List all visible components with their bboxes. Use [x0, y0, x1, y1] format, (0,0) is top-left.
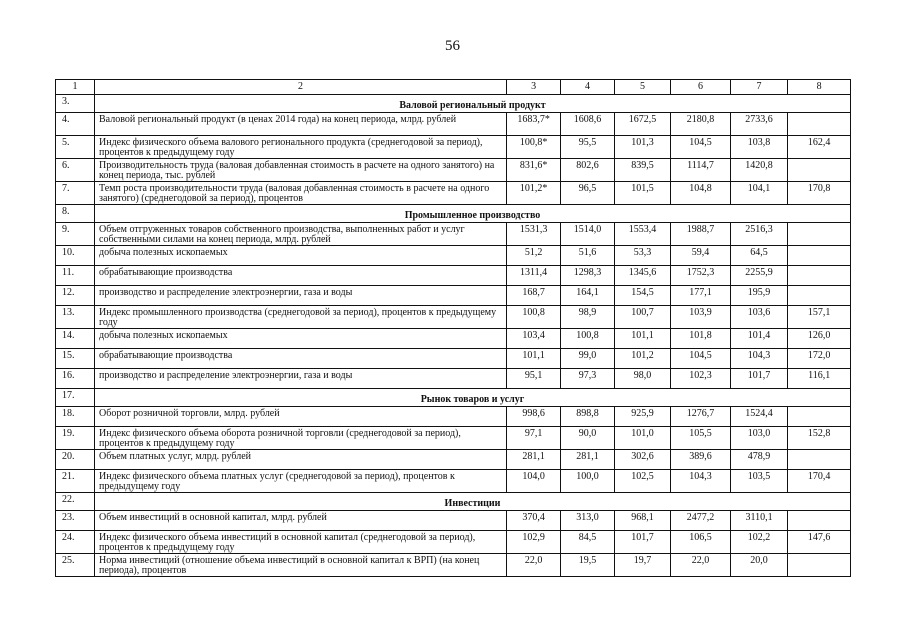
value-cell: 103,4 [506, 329, 560, 349]
value-cell: 1114,7 [671, 159, 731, 182]
value-cell: 84,5 [561, 531, 614, 554]
table-row [56, 266, 851, 286]
value-cell: 104,5 [671, 136, 731, 159]
table-row [56, 470, 851, 493]
section-title: Промышленное производство [95, 205, 851, 223]
header-cell: 7 [730, 80, 788, 95]
indicator-name: обрабатывающие производства [95, 266, 507, 286]
row-number: 25. [56, 554, 95, 577]
value-cell: 1683,7* [506, 113, 560, 136]
value-cell: 1345,6 [614, 266, 670, 286]
header-cell: 4 [561, 80, 614, 95]
value-cell: 102,3 [671, 369, 731, 389]
value-cell: 103,6 [730, 306, 788, 329]
value-cell: 19,7 [614, 554, 670, 577]
value-cell: 998,6 [506, 407, 560, 427]
value-cell [788, 450, 851, 470]
value-cell: 152,8 [788, 427, 851, 450]
value-cell: 104,5 [671, 349, 731, 369]
row-number: 7. [56, 182, 95, 205]
value-cell: 100,7 [614, 306, 670, 329]
section-title: Инвестиции [95, 493, 851, 511]
table-row [56, 223, 851, 246]
value-cell: 102,9 [506, 531, 560, 554]
value-cell: 104,3 [671, 470, 731, 493]
value-cell: 100,8 [506, 306, 560, 329]
value-cell: 177,1 [671, 286, 731, 306]
indicator-name: Индекс физического объема инвестиций в основной капитал (среднегодовой за период), процентов к предыдущему году [95, 531, 507, 554]
table-row [56, 136, 851, 159]
indicator-name: Индекс физического объема оборота розничной торговли (среднегодовой за период), процентов к предыдущему году [95, 427, 507, 450]
indicator-name: добыча полезных ископаемых [95, 329, 507, 349]
indicator-name: Объем платных услуг, млрд. рублей [95, 450, 507, 470]
value-cell: 313,0 [561, 511, 614, 531]
row-number: 4. [56, 113, 95, 136]
value-cell: 116,1 [788, 369, 851, 389]
value-cell: 281,1 [506, 450, 560, 470]
value-cell [788, 223, 851, 246]
value-cell: 1276,7 [671, 407, 731, 427]
header-cell: 3 [506, 80, 560, 95]
value-cell: 22,0 [671, 554, 731, 577]
value-cell: 95,1 [506, 369, 560, 389]
value-cell: 839,5 [614, 159, 670, 182]
indicator-name: производство и распределение электроэнергии, газа и воды [95, 369, 507, 389]
indicator-name: Норма инвестиций (отношение объема инвестиций в основной капитал к ВРП) (на конец периода), процентов [95, 554, 507, 577]
value-cell: 1311,4 [506, 266, 560, 286]
value-cell: 101,5 [614, 182, 670, 205]
indicator-name: Объем отгруженных товаров собственного производства, выполненных работ и услуг собственными силами на конец периода, млрд. рублей [95, 223, 507, 246]
row-number: 13. [56, 306, 95, 329]
value-cell: 101,0 [614, 427, 670, 450]
table-row [56, 369, 851, 389]
value-cell: 53,3 [614, 246, 670, 266]
row-number: 23. [56, 511, 95, 531]
value-cell: 1988,7 [671, 223, 731, 246]
value-cell: 100,8* [506, 136, 560, 159]
value-cell: 103,9 [671, 306, 731, 329]
value-cell: 100,0 [561, 470, 614, 493]
value-cell: 19,5 [561, 554, 614, 577]
value-cell: 101,3 [614, 136, 670, 159]
indicator-name: производство и распределение электроэнергии, газа и воды [95, 286, 507, 306]
value-cell: 925,9 [614, 407, 670, 427]
table-row [56, 554, 851, 577]
table-row [56, 349, 851, 369]
value-cell: 22,0 [506, 554, 560, 577]
value-cell: 101,1 [614, 329, 670, 349]
value-cell: 898,8 [561, 407, 614, 427]
table-header-row [56, 80, 851, 95]
row-number: 14. [56, 329, 95, 349]
value-cell [788, 286, 851, 306]
table-row [56, 450, 851, 470]
value-cell: 102,2 [730, 531, 788, 554]
value-cell: 1553,4 [614, 223, 670, 246]
row-number: 6. [56, 159, 95, 182]
value-cell: 1672,5 [614, 113, 670, 136]
row-number: 11. [56, 266, 95, 286]
value-cell: 104,3 [730, 349, 788, 369]
indicator-name: Производительность труда (валовая добавленная стоимость в расчете на одного занятого) на конец периода, тыс. рублей [95, 159, 507, 182]
row-number: 18. [56, 407, 95, 427]
header-cell: 1 [56, 80, 95, 95]
value-cell: 1608,6 [561, 113, 614, 136]
row-number: 12. [56, 286, 95, 306]
row-number: 8. [56, 205, 95, 223]
value-cell [788, 266, 851, 286]
indicators-table [55, 79, 851, 577]
indicator-name: Индекс физического объема платных услуг (среднегодовой за период), процентов к предыдущему году [95, 470, 507, 493]
value-cell: 1514,0 [561, 223, 614, 246]
indicator-name: Валовой региональный продукт (в ценах 2014 года) на конец периода, млрд. рублей [95, 113, 507, 136]
row-number: 17. [56, 389, 95, 407]
value-cell: 51,6 [561, 246, 614, 266]
value-cell: 101,2 [614, 349, 670, 369]
value-cell: 126,0 [788, 329, 851, 349]
row-number: 9. [56, 223, 95, 246]
indicator-name: Объем инвестиций в основной капитал, млрд. рублей [95, 511, 507, 531]
value-cell: 20,0 [730, 554, 788, 577]
value-cell: 103,5 [730, 470, 788, 493]
table-row [56, 427, 851, 450]
value-cell [788, 511, 851, 531]
section-title: Рынок товаров и услуг [95, 389, 851, 407]
value-cell: 157,1 [788, 306, 851, 329]
value-cell: 370,4 [506, 511, 560, 531]
value-cell: 1524,4 [730, 407, 788, 427]
header-cell: 5 [614, 80, 670, 95]
value-cell: 101,1 [506, 349, 560, 369]
table-row [56, 329, 851, 349]
value-cell: 101,2* [506, 182, 560, 205]
value-cell: 103,8 [730, 136, 788, 159]
indicator-name: Индекс физического объема валового регионального продукта (среднегодовой за период), процентов к предыдущему году [95, 136, 507, 159]
section-row [56, 493, 851, 511]
value-cell: 1420,8 [730, 159, 788, 182]
value-cell [788, 246, 851, 266]
value-cell: 105,5 [671, 427, 731, 450]
table-row [56, 113, 851, 136]
value-cell: 170,8 [788, 182, 851, 205]
value-cell: 96,5 [561, 182, 614, 205]
value-cell: 95,5 [561, 136, 614, 159]
value-cell: 102,5 [614, 470, 670, 493]
indicator-name: добыча полезных ископаемых [95, 246, 507, 266]
value-cell: 101,7 [614, 531, 670, 554]
table-row [56, 246, 851, 266]
value-cell: 1531,3 [506, 223, 560, 246]
section-title: Валовой региональный продукт [95, 95, 851, 113]
value-cell [788, 554, 851, 577]
section-row [56, 95, 851, 113]
value-cell: 154,5 [614, 286, 670, 306]
value-cell: 64,5 [730, 246, 788, 266]
value-cell: 2255,9 [730, 266, 788, 286]
value-cell: 2477,2 [671, 511, 731, 531]
row-number: 5. [56, 136, 95, 159]
value-cell: 97,1 [506, 427, 560, 450]
value-cell: 101,4 [730, 329, 788, 349]
table-row [56, 306, 851, 329]
value-cell: 101,7 [730, 369, 788, 389]
section-row [56, 205, 851, 223]
row-number: 20. [56, 450, 95, 470]
header-cell: 8 [788, 80, 851, 95]
value-cell: 1298,3 [561, 266, 614, 286]
indicator-name: Индекс промышленного производства (среднегодовой за период), процентов к предыдущему году [95, 306, 507, 329]
indicator-name: Темп роста производительности труда (валовая добавленная стоимость в расчете на одного занятого) (среднегодовой за период), процентов [95, 182, 507, 205]
value-cell: 168,7 [506, 286, 560, 306]
value-cell: 2516,3 [730, 223, 788, 246]
value-cell: 1752,3 [671, 266, 731, 286]
value-cell: 100,8 [561, 329, 614, 349]
row-number: 19. [56, 427, 95, 450]
indicator-name: обрабатывающие производства [95, 349, 507, 369]
value-cell: 2733,6 [730, 113, 788, 136]
value-cell: 90,0 [561, 427, 614, 450]
table-row [56, 531, 851, 554]
value-cell: 101,8 [671, 329, 731, 349]
value-cell: 478,9 [730, 450, 788, 470]
row-number: 24. [56, 531, 95, 554]
table-row [56, 159, 851, 182]
value-cell: 831,6* [506, 159, 560, 182]
row-number: 15. [56, 349, 95, 369]
indicator-name: Оборот розничной торговли, млрд. рублей [95, 407, 507, 427]
value-cell: 147,6 [788, 531, 851, 554]
value-cell: 3110,1 [730, 511, 788, 531]
value-cell: 172,0 [788, 349, 851, 369]
value-cell: 104,0 [506, 470, 560, 493]
table-row [56, 407, 851, 427]
row-number: 10. [56, 246, 95, 266]
value-cell: 103,0 [730, 427, 788, 450]
table-row [56, 511, 851, 531]
value-cell: 104,8 [671, 182, 731, 205]
header-cell: 6 [671, 80, 731, 95]
value-cell: 51,2 [506, 246, 560, 266]
value-cell: 99,0 [561, 349, 614, 369]
value-cell: 195,9 [730, 286, 788, 306]
value-cell: 98,9 [561, 306, 614, 329]
value-cell: 302,6 [614, 450, 670, 470]
value-cell: 98,0 [614, 369, 670, 389]
table-row [56, 286, 851, 306]
value-cell: 281,1 [561, 450, 614, 470]
value-cell: 968,1 [614, 511, 670, 531]
header-cell: 2 [95, 80, 507, 95]
value-cell: 802,6 [561, 159, 614, 182]
value-cell: 59,4 [671, 246, 731, 266]
row-number: 16. [56, 369, 95, 389]
row-number: 21. [56, 470, 95, 493]
value-cell: 170,4 [788, 470, 851, 493]
value-cell [788, 159, 851, 182]
table-row [56, 182, 851, 205]
row-number: 22. [56, 493, 95, 511]
page-number: 56 [445, 38, 460, 54]
value-cell: 106,5 [671, 531, 731, 554]
row-number: 3. [56, 95, 95, 113]
value-cell [788, 113, 851, 136]
value-cell: 104,1 [730, 182, 788, 205]
value-cell: 164,1 [561, 286, 614, 306]
value-cell: 2180,8 [671, 113, 731, 136]
value-cell: 389,6 [671, 450, 731, 470]
value-cell [788, 407, 851, 427]
section-row [56, 389, 851, 407]
value-cell: 97,3 [561, 369, 614, 389]
value-cell: 162,4 [788, 136, 851, 159]
